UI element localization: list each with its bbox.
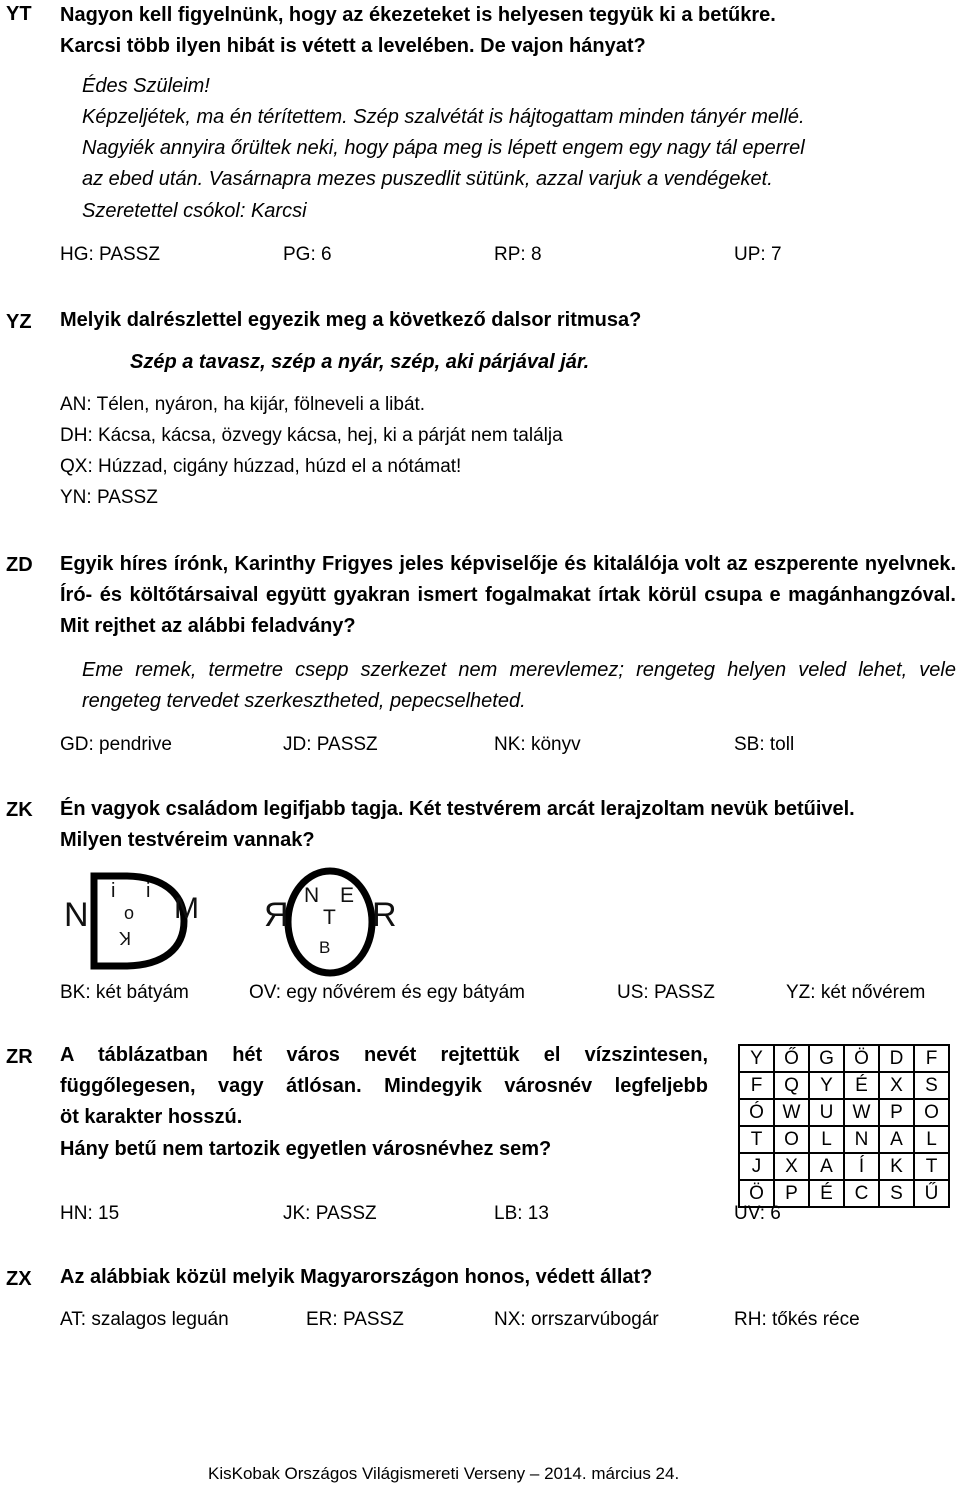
grid-cell: L: [914, 1126, 949, 1153]
grid-cell: S: [879, 1180, 914, 1207]
face2-eye-right: E: [340, 884, 355, 907]
answer-option-hg[interactable]: HG: PASSZ: [60, 244, 160, 265]
grid-cell: U: [809, 1099, 844, 1126]
face1-right-letter: M: [174, 892, 199, 925]
letter-line-3: Nagyiék annyira őrültek neki, hogy pápa meg is lépett engem egy nagy tál eperrel: [82, 137, 805, 159]
grid-cell: X: [879, 1072, 914, 1099]
answer-option-up[interactable]: UP: 7: [734, 244, 782, 265]
grid-row: [739, 1126, 949, 1153]
grid-cell: C: [844, 1180, 879, 1207]
question-code-yz: YZ: [6, 311, 32, 333]
grid-cell: X: [774, 1153, 809, 1180]
grid-cell: J: [739, 1153, 774, 1180]
grid-cell: D: [879, 1045, 914, 1072]
grid-cell: W: [774, 1099, 809, 1126]
face1-eye-left: i: [111, 880, 116, 902]
grid-cell: Y: [739, 1045, 774, 1072]
answer-option-jd[interactable]: JD: PASSZ: [283, 734, 378, 755]
question-text-zr-line4: Hány betű nem tartozik egyetlen városnévhez sem?: [60, 1138, 552, 1160]
question-text-zd: Egyik híres írónk, Karinthy Frigyes jeles képviselője és kitalálója volt az eszperente nyelvnek. Író- és költőtársaival együtt gyakran ismert fogalmakat írtak körül csupa e magánhangzóval. Mit rejthet az alábbi feladvány?: [60, 553, 956, 637]
answer-option-hn[interactable]: HN: 15: [60, 1203, 120, 1224]
grid-row: [739, 1045, 949, 1072]
grid-cell: O: [774, 1126, 809, 1153]
face2-nose: T: [323, 906, 336, 929]
answer-option-qx[interactable]: QX: Húzzad, cigány húzzad, húzd el a nótámat!: [60, 456, 462, 477]
answer-option-ov[interactable]: OV: egy nővérem és egy bátyám: [249, 982, 525, 1003]
page-footer: KisKobak Országos Világismereti Verseny – 2014. március 24.: [208, 1464, 680, 1483]
letter-line-1: Édes Szüleim!: [82, 75, 210, 97]
face2-left-letter: Я: [264, 896, 289, 934]
question-code-zk: ZK: [6, 799, 33, 821]
grid-cell: Ő: [774, 1045, 809, 1072]
grid-cell: N: [844, 1126, 879, 1153]
answer-option-yz[interactable]: YZ: két nővérem: [786, 982, 926, 1003]
grid-row: [739, 1072, 949, 1099]
song-line: Szép a tavasz, szép a nyár, szép, aki párjával jár.: [130, 351, 590, 373]
question-text-zr-line3: öt karakter hosszú.: [60, 1106, 243, 1128]
grid-cell: G: [809, 1045, 844, 1072]
grid-cell: Ö: [739, 1180, 774, 1207]
grid-cell: P: [774, 1180, 809, 1207]
answer-option-at[interactable]: AT: szalagos leguán: [60, 1309, 229, 1330]
question-code-zx: ZX: [6, 1268, 32, 1290]
answer-option-dh[interactable]: DH: Kácsa, kácsa, özvegy kácsa, hej, ki a párját nem találja: [60, 425, 563, 446]
face1-eye-right: i: [146, 880, 151, 902]
question-text-zk-line2: Milyen testvéreim vannak?: [60, 829, 315, 851]
grid-row: [739, 1099, 949, 1126]
question-text-yt-line1: Nagyon kell figyelnünk, hogy az ékezeteket is helyesen tegyük ki a betűkre.: [60, 4, 776, 26]
grid-cell: Y: [809, 1072, 844, 1099]
answer-option-pg[interactable]: PG: 6: [283, 244, 332, 265]
grid-cell: L: [809, 1126, 844, 1153]
grid-cell: W: [844, 1099, 879, 1126]
answer-option-rp[interactable]: RP: 8: [494, 244, 542, 265]
answer-option-bk[interactable]: BK: két bátyám: [60, 982, 189, 1003]
letter-face-2: [262, 866, 412, 978]
question-text-yz: Melyik dalrészlettel egyezik meg a következő dalsor ritmusa?: [60, 309, 642, 331]
grid-cell: S: [914, 1072, 949, 1099]
question-code-zd: ZD: [6, 554, 33, 576]
letter-line-4: az ebed után. Vasárnapra mezes puszedlit sütünk, azzal varjuk a vendégeket.: [82, 168, 773, 190]
grid-cell: Í: [844, 1153, 879, 1180]
grid-cell: P: [879, 1099, 914, 1126]
grid-cell: T: [739, 1126, 774, 1153]
answer-option-rh[interactable]: RH: tőkés réce: [734, 1309, 860, 1330]
grid-cell: Ó: [739, 1099, 774, 1126]
face2-mouth: B: [319, 938, 331, 957]
grid-row: [739, 1153, 949, 1180]
grid-cell: O: [914, 1099, 949, 1126]
answer-option-nk[interactable]: NK: könyv: [494, 734, 581, 755]
grid-cell: A: [879, 1126, 914, 1153]
face1-left-letter: N: [64, 896, 89, 934]
grid-cell: T: [914, 1153, 949, 1180]
grid-cell: F: [739, 1072, 774, 1099]
question-text-zr-line2: függőlegesen, vagy átlósan. Mindegyik városnév legfeljebb: [60, 1075, 708, 1097]
question-text-zr-line1: A táblázatban hét város nevét rejtettük el vízszintesen,: [60, 1044, 708, 1066]
grid-cell: Ű: [914, 1180, 949, 1207]
answer-option-er[interactable]: ER: PASSZ: [306, 1309, 404, 1330]
grid-cell: Ö: [844, 1045, 879, 1072]
letter-signature: Szeretettel csókol: Karcsi: [82, 200, 307, 222]
answer-option-yn[interactable]: YN: PASSZ: [60, 487, 158, 508]
question-code-zr: ZR: [6, 1046, 33, 1068]
question-text-zk-line1: Én vagyok családom legifjabb tagja. Két testvérem arcát lerajzoltam nevük betűivel.: [60, 798, 855, 820]
question-text-zx: Az alábbiak közül melyik Magyarországon honos, védett állat?: [60, 1266, 653, 1288]
face1-nose: o: [124, 903, 135, 923]
face1-mouth: K: [119, 928, 132, 948]
letter-line-2: Képzeljétek, ma én térítettem. Szép szalvétát is hájtogattam minden tányér mellé.: [82, 106, 805, 128]
answer-option-sb[interactable]: SB: toll: [734, 734, 795, 755]
riddle-text: Eme remek, termetre csepp szerkezet nem merevlemez; rengeteg helyen veled lehet, vele rengeteg tervedet szerkesztheted, pepecselheted.: [82, 659, 956, 712]
grid-cell: É: [844, 1072, 879, 1099]
answer-option-us[interactable]: US: PASSZ: [617, 982, 715, 1003]
grid-cell: K: [879, 1153, 914, 1180]
answer-option-jk[interactable]: JK: PASSZ: [283, 1203, 377, 1224]
letter-grid: [738, 1044, 950, 1208]
face2-eye-left: N: [304, 884, 320, 907]
answer-option-gd[interactable]: GD: pendrive: [60, 734, 172, 755]
question-code-yt: YT: [6, 3, 32, 25]
grid-cell: F: [914, 1045, 949, 1072]
grid-cell: A: [809, 1153, 844, 1180]
answer-option-nx[interactable]: NX: orrszarvúbogár: [494, 1309, 659, 1330]
answer-option-uv[interactable]: UV: 6: [734, 1203, 781, 1224]
answer-option-an[interactable]: AN: Télen, nyáron, ha kijár, fölneveli a libát.: [60, 394, 426, 415]
answer-option-lb[interactable]: LB: 13: [494, 1203, 549, 1224]
grid-cell: É: [809, 1180, 844, 1207]
grid-cell: Q: [774, 1072, 809, 1099]
face2-right-letter: R: [372, 896, 397, 934]
letter-face-1: [60, 872, 230, 972]
question-text-yt-line2: Karcsi több ilyen hibát is vétett a levelében. De vajon hányat?: [60, 35, 646, 57]
